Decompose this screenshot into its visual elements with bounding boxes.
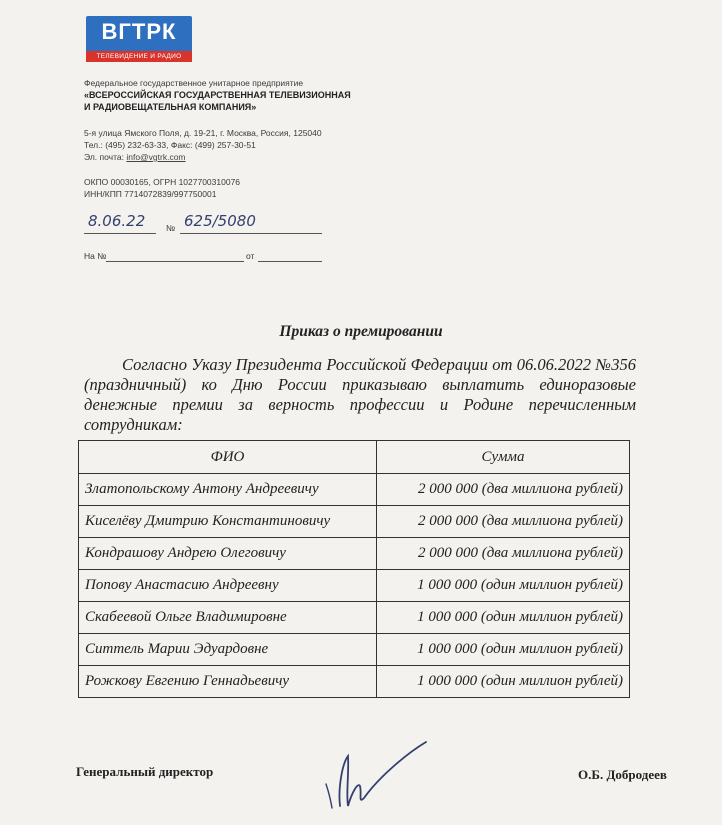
table-row: [79, 634, 630, 666]
org-address: 5-я улица Ямского Поля, д. 19-21, г. Москва, Россия, 125040: [84, 128, 322, 138]
row-name: Попову Анастасию Андреевну: [79, 570, 377, 602]
email-label: Эл. почта:: [84, 152, 124, 162]
doc-date: 8.06.22: [88, 212, 146, 230]
row-name: Кондрашову Андрею Олеговичу: [79, 538, 377, 570]
table-row: [79, 602, 630, 634]
table-row: [79, 570, 630, 602]
signatory-name: О.Б. Добродеев: [578, 767, 667, 782]
na-underline: [106, 261, 244, 262]
table-header-row: [79, 441, 630, 474]
org-name-line-2: И РАДИОВЕЩАТЕЛЬНАЯ КОМПАНИЯ»: [84, 102, 257, 112]
table-row: [79, 506, 630, 538]
ot-underline: [258, 261, 322, 262]
order-intro: Согласно Указу Президента Российской Федерации от 06.06.2022 №356 (праздничный) ко Дню России приказываю выплатить единоразовые денежные премии за верность профессии и Родине перечисленным сотрудникам:: [84, 355, 636, 434]
na-label: На №: [84, 251, 107, 261]
row-sum: 1 000 000 (один миллион рублей): [377, 666, 630, 698]
org-email-row: [84, 151, 186, 163]
row-name: Скабеевой Ольге Владимировне: [79, 602, 377, 634]
header-name: ФИО: [79, 441, 377, 474]
table-row: [79, 538, 630, 570]
row-sum: 1 000 000 (один миллион рублей): [377, 634, 630, 666]
row-name: Киселёву Дмитрию Константиновичу: [79, 506, 377, 538]
signatory-position: Генеральный директор: [76, 764, 214, 779]
logo-brand: ВГТРК: [101, 19, 177, 44]
row-sum: 2 000 000 (два миллиона рублей): [377, 538, 630, 570]
vgtrk-logo: [86, 16, 192, 62]
doc-number: 625/5080: [184, 212, 256, 230]
email-link[interactable]: info@vgtrk.com: [126, 152, 186, 162]
row-sum: 2 000 000 (два миллиона рублей): [377, 506, 630, 538]
handwritten-signature: [318, 734, 438, 814]
order-title: Приказ о премировании: [279, 323, 443, 340]
org-okpo: ОКПО 00030165, ОГРН 1027700310076: [84, 177, 241, 187]
org-inn: ИНН/КПП 7714072839/997750001: [84, 189, 217, 199]
bonus-table: [78, 440, 630, 698]
date-underline: [84, 233, 156, 234]
org-type: Федеральное государственное унитарное предприятие: [84, 78, 304, 88]
org-phone: Тел.: (495) 232-63-33, Факс: (499) 257-30-51: [84, 140, 256, 150]
header-sum: Сумма: [377, 441, 630, 474]
row-name: Златопольскому Антону Андреевичу: [79, 474, 377, 506]
row-sum: 1 000 000 (один миллион рублей): [377, 602, 630, 634]
org-name-line-1: «ВСЕРОССИЙСКАЯ ГОСУДАРСТВЕННАЯ ТЕЛЕВИЗИОННАЯ: [84, 90, 351, 100]
logo-tagline: ТЕЛЕВИДЕНИЕ И РАДИО: [86, 51, 192, 62]
row-name: Рожкову Евгению Геннадьевичу: [79, 666, 377, 698]
number-underline: [180, 233, 322, 234]
ot-label: от: [246, 251, 255, 261]
row-name: Ситтель Марии Эдуардовне: [79, 634, 377, 666]
table-row: [79, 666, 630, 698]
row-sum: 1 000 000 (один миллион рублей): [377, 570, 630, 602]
doc-number-label: №: [166, 223, 176, 233]
row-sum: 2 000 000 (два миллиона рублей): [377, 474, 630, 506]
table-row: [79, 474, 630, 506]
